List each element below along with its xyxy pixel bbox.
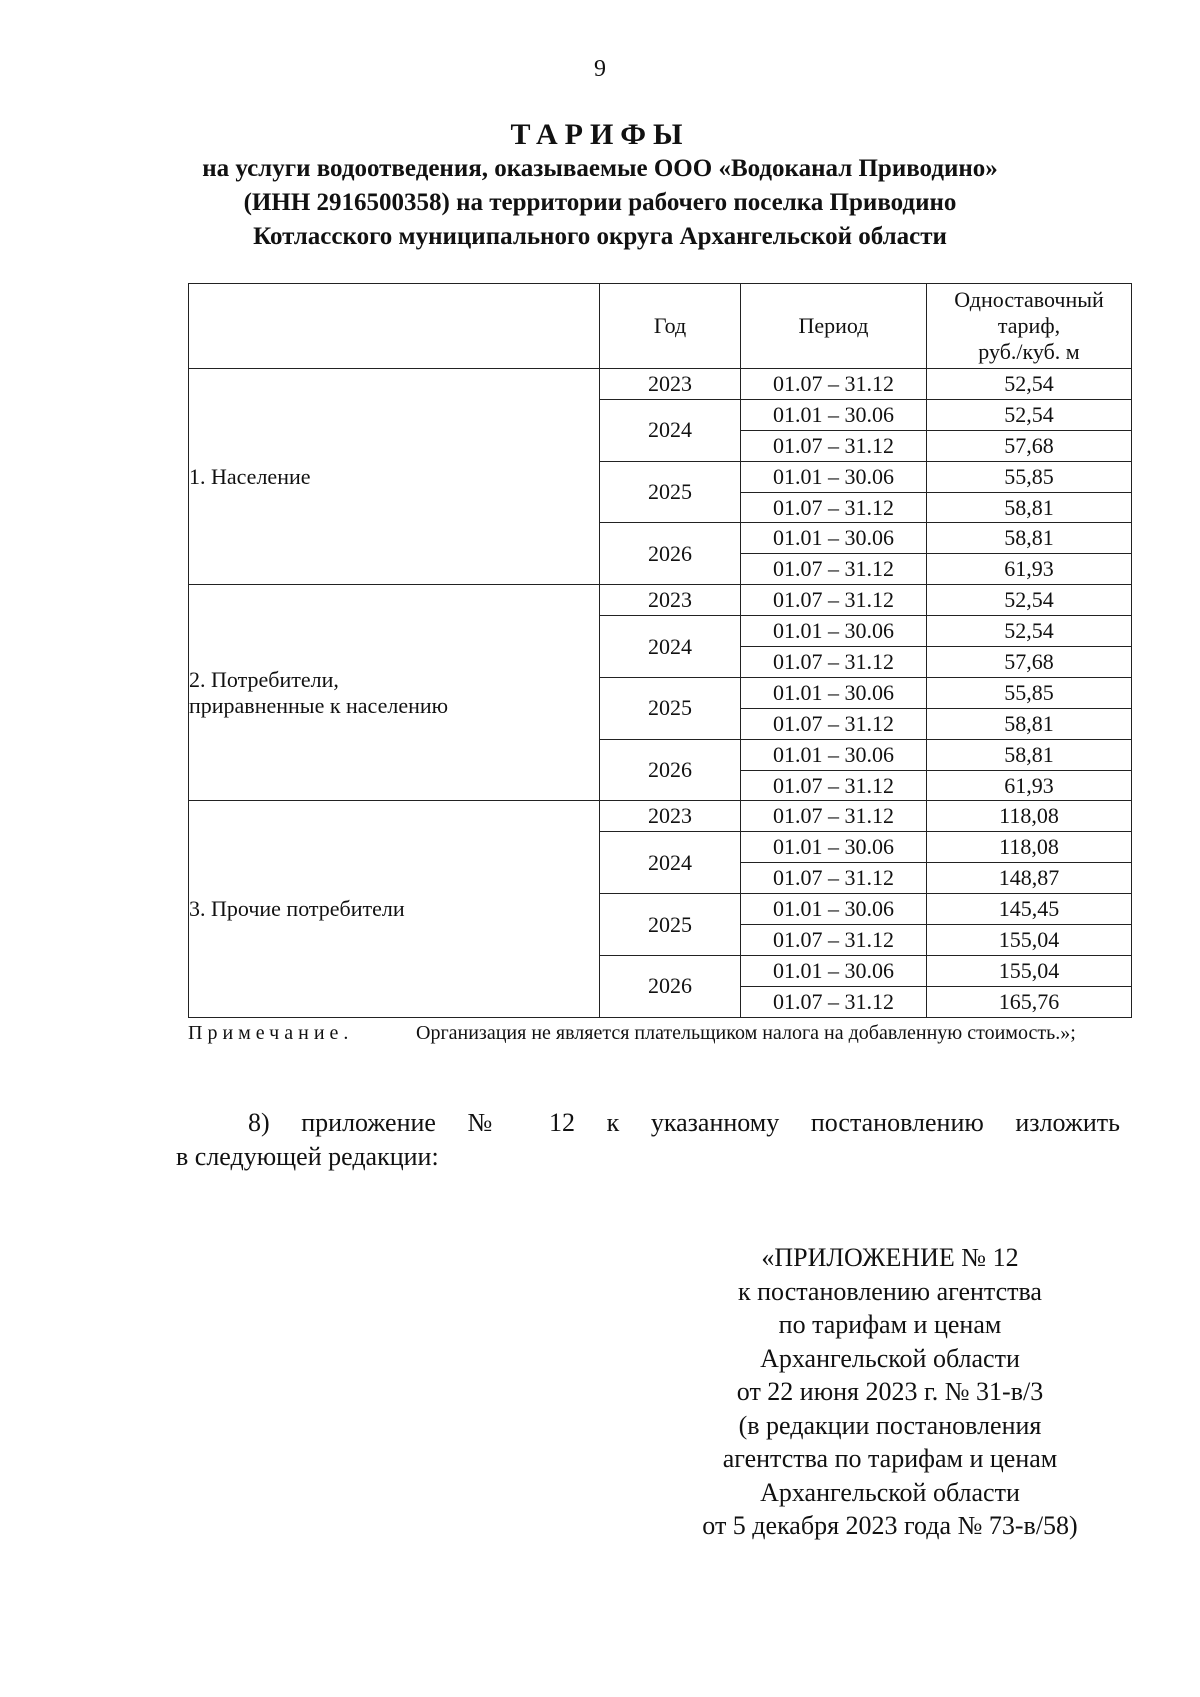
tariff-cell: 58,81 (927, 523, 1132, 554)
header-tariff (927, 284, 1132, 369)
year-cell: 2026 (600, 739, 741, 801)
appendix-line: от 5 декабря 2023 года № 73-в/58) (702, 1511, 1078, 1540)
period-cell: 01.07 – 31.12 (741, 986, 927, 1017)
tariff-cell: 145,45 (927, 894, 1132, 925)
year-cell: 2025 (600, 461, 741, 523)
category-cell (189, 801, 600, 1017)
tariff-cell: 52,54 (927, 399, 1132, 430)
period-cell: 01.07 – 31.12 (741, 770, 927, 801)
year-cell: 2024 (600, 832, 741, 894)
tariff-cell: 148,87 (927, 863, 1132, 894)
amendment-paragraph (176, 1106, 1120, 1174)
period-cell: 01.01 – 30.06 (741, 461, 927, 492)
tariff-cell: 55,85 (927, 461, 1132, 492)
tariff-cell: 155,04 (927, 925, 1132, 956)
year-cell: 2024 (600, 399, 741, 461)
tariff-cell: 57,68 (927, 647, 1132, 678)
appendix-line: Архангельской области (760, 1477, 1020, 1507)
year-cell: 2024 (600, 616, 741, 678)
year-cell: 2025 (600, 894, 741, 956)
tariff-cell: 155,04 (927, 955, 1132, 986)
tariff-cell: 61,93 (927, 770, 1132, 801)
title-line-2: (ИНН 2916500358) на территории рабочего поселка Приводино (243, 189, 957, 216)
period-cell: 01.01 – 30.06 (741, 894, 927, 925)
tariff-cell: 118,08 (927, 832, 1132, 863)
category-cell (189, 369, 600, 585)
note-text: Организация не является плательщиком налога на добавленную стоимость.»; (416, 1022, 1076, 1044)
table-row (189, 369, 1132, 400)
title-main: ТАРИФЫ (510, 118, 690, 151)
tariff-cell: 57,68 (927, 430, 1132, 461)
header-tariff-line: тариф, (997, 313, 1061, 338)
period-cell: 01.07 – 31.12 (741, 647, 927, 678)
category-label: приравненные к населению (189, 692, 449, 718)
appendix-line: агентства по тарифам и ценам (722, 1444, 1058, 1473)
period-cell: 01.07 – 31.12 (741, 863, 927, 894)
table-row (189, 585, 1132, 616)
year-cell: 2023 (600, 369, 741, 400)
period-cell: 01.01 – 30.06 (741, 399, 927, 430)
period-cell: 01.01 – 30.06 (741, 955, 927, 986)
year-cell: 2026 (600, 523, 741, 585)
tariff-cell: 55,85 (927, 677, 1132, 708)
title-line-3: Котласского муниципального округа Архангельской области (253, 223, 947, 250)
period-cell: 01.01 – 30.06 (741, 739, 927, 770)
document-title (150, 118, 1050, 254)
tariff-cell: 52,54 (927, 369, 1132, 400)
period-cell: 01.01 – 30.06 (741, 523, 927, 554)
title-line-1: на услуги водоотведения, оказываемые ООО «Водоканал Приводино» (202, 155, 998, 182)
period-cell: 01.07 – 31.12 (741, 708, 927, 739)
tariff-cell: 52,54 (927, 585, 1132, 616)
tariff-cell: 58,81 (927, 708, 1132, 739)
period-cell: 01.07 – 31.12 (741, 925, 927, 956)
category-label: 3. Прочие потребители (189, 896, 405, 922)
header-period: Период (741, 284, 927, 369)
header-category (189, 284, 600, 369)
appendix-line: «ПРИЛОЖЕНИЕ № 12 (761, 1243, 1019, 1272)
year-cell: 2023 (600, 801, 741, 832)
category-label: 1. Население (189, 463, 311, 489)
page-number: 9 (594, 56, 606, 82)
tariff-cell: 58,81 (927, 492, 1132, 523)
year-cell: 2023 (600, 585, 741, 616)
note (188, 1020, 1132, 1046)
period-cell: 01.07 – 31.12 (741, 554, 927, 585)
period-cell: 01.07 – 31.12 (741, 801, 927, 832)
paragraph-line-1: 8) приложение № 12 к указанному постановлению изложить (248, 1108, 1120, 1137)
year-cell: 2025 (600, 677, 741, 739)
table-header-row (189, 284, 1132, 369)
category-label: 2. Потребители, (189, 666, 339, 692)
table-row (189, 801, 1132, 832)
note-label: Примечание. (188, 1022, 354, 1044)
appendix-line: (в редакции постановления (738, 1410, 1042, 1440)
tariff-cell: 52,54 (927, 616, 1132, 647)
appendix-line: к постановлению агентства (738, 1276, 1042, 1306)
paragraph-line-2: в следующей редакции: (176, 1142, 439, 1171)
tariff-table (188, 283, 1132, 1018)
period-cell: 01.07 – 31.12 (741, 430, 927, 461)
period-cell: 01.01 – 30.06 (741, 677, 927, 708)
appendix-heading (650, 1241, 1130, 1543)
period-cell: 01.07 – 31.12 (741, 585, 927, 616)
tariff-cell: 58,81 (927, 739, 1132, 770)
tariff-cell: 61,93 (927, 554, 1132, 585)
appendix-line: по тарифам и ценам (778, 1310, 1002, 1339)
tariff-cell: 118,08 (927, 801, 1132, 832)
category-cell (189, 585, 600, 801)
appendix-line: Архангельской области (760, 1343, 1020, 1373)
period-cell: 01.01 – 30.06 (741, 616, 927, 647)
period-cell: 01.01 – 30.06 (741, 832, 927, 863)
header-year: Год (600, 284, 741, 369)
tariff-cell: 165,76 (927, 986, 1132, 1017)
period-cell: 01.07 – 31.12 (741, 369, 927, 400)
appendix-line: от 22 июня 2023 г. № 31-в/3 (736, 1377, 1044, 1406)
period-cell: 01.07 – 31.12 (741, 492, 927, 523)
header-tariff-line: Одноставочный (954, 287, 1104, 312)
year-cell: 2026 (600, 955, 741, 1017)
header-tariff-line: руб./куб. м (978, 339, 1080, 364)
tariff-table-body (189, 369, 1132, 1018)
